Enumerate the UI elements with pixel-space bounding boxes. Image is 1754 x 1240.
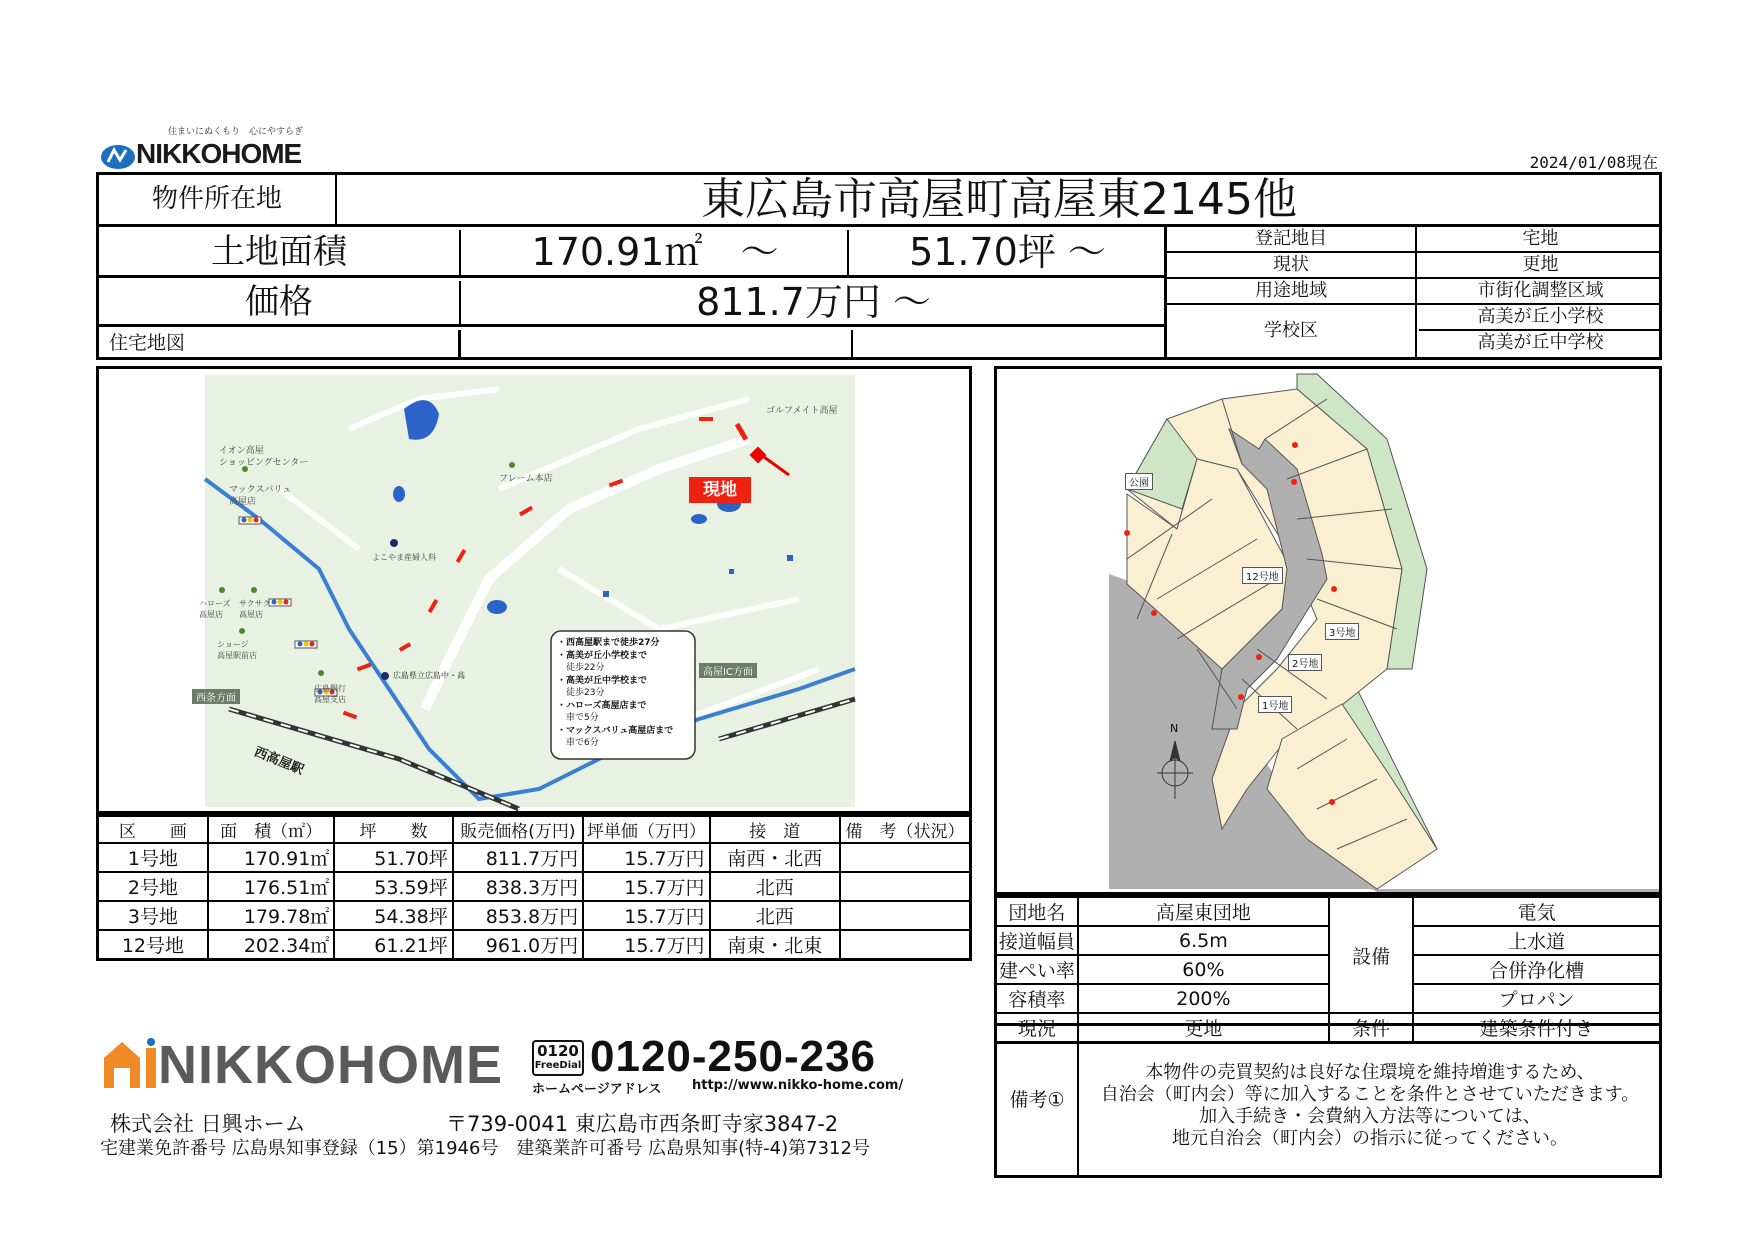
detail-val-youto: 市街化調整区域 [1477, 280, 1604, 301]
lot-table [96, 814, 972, 961]
lot2-label: 2号地 [1288, 654, 1322, 671]
homepage-url: http://www.nikko-home.com/ [692, 1078, 904, 1093]
facility-item: 上水道 [1413, 926, 1660, 955]
north-label: N [1170, 722, 1179, 735]
lot-area: 202.34㎡ [208, 930, 334, 960]
map-label-frame: フレーム本店 [499, 474, 553, 484]
school-label: 学校区 [1167, 305, 1417, 357]
column-header: 接 道 [710, 816, 840, 844]
location-value: 東広島市高屋町高屋東2145他 [701, 174, 1297, 225]
lot12-label: 12号地 [1242, 567, 1283, 584]
map-label-golf: ゴルフメイト高屋 [766, 406, 838, 416]
table-row [98, 872, 971, 901]
lot-remarks [840, 843, 971, 872]
area-m2: 170.91㎡ ～ [463, 230, 849, 275]
lot-area: 179.78㎡ [208, 901, 334, 930]
complex-value: 高屋東団地 [1078, 897, 1329, 927]
lot-price: 838.3万円 [453, 872, 583, 901]
lot-remarks [840, 901, 971, 930]
map-label-school: 広島県立広島中・高 [393, 671, 465, 680]
status-label: 現況 [996, 1013, 1078, 1043]
school-elementary: 高美が丘小学校 [1419, 305, 1662, 331]
tagline: 住まいにぬくもり 心にやすらぎ [168, 127, 304, 137]
remarks-line: 地元自治会（町内会）の指示に従ってください。 [1172, 1128, 1568, 1149]
lot-unit-price: 15.7万円 [583, 843, 709, 872]
lot-name: 12号地 [98, 930, 208, 960]
footer-logo-text: NIKKOHOME [158, 1035, 503, 1095]
lot-road: 南西・北西 [710, 843, 840, 872]
remarks-box [994, 1023, 1662, 1178]
table-row [98, 930, 971, 960]
hp-label: ホームページアドレス [532, 1082, 662, 1097]
road-width-value: 6.5m [1078, 926, 1329, 955]
complex-label: 団地名 [996, 897, 1078, 927]
note-line: 徒歩23分 [557, 688, 605, 698]
lot-tsubo: 51.70坪 [334, 843, 452, 872]
note-line: ・マックスバリュ高屋店まで [557, 725, 674, 736]
map-label-shoji: ショージ 高屋駅前店 [217, 640, 257, 660]
bcr-value: 60% [1078, 955, 1329, 984]
map-label-aeon: イオン高屋 ショッピングセンター [219, 446, 309, 468]
lot-road: 南東・北東 [710, 930, 840, 960]
area-map-panel [96, 366, 972, 814]
property-header [96, 172, 1662, 360]
map-label-station: 西高屋駅 [251, 744, 306, 779]
lot-remarks [840, 930, 971, 960]
column-header: 坪単価（万円） [583, 816, 709, 844]
condition-value: 建築条件付き [1413, 1013, 1660, 1043]
access-notes [557, 637, 673, 750]
map-label: 住宅地図 [99, 330, 461, 357]
note-line: ・ハローズ高屋店まで [557, 700, 647, 711]
note-line: ・高美が丘小学校まで [557, 650, 648, 661]
area-label: 土地面積 [99, 230, 461, 275]
column-header: 坪 数 [334, 816, 452, 844]
lot-road: 北西 [710, 872, 840, 901]
area-tsubo: 51.70坪 ～ [909, 230, 1106, 274]
site-plan-panel [994, 366, 1662, 895]
lot-price: 853.8万円 [453, 901, 583, 930]
far-label: 容積率 [996, 984, 1078, 1013]
detail-val-chimoku: 宅地 [1522, 228, 1559, 249]
column-header: 区 画 [98, 816, 208, 844]
school-junior: 高美が丘中学校 [1477, 332, 1604, 353]
column-header: 販売価格(万円) [453, 816, 583, 844]
facilities-label: 設備 [1329, 897, 1413, 1014]
remarks-text [1081, 1062, 1659, 1150]
lot-name: 3号地 [98, 901, 208, 930]
map-label-bank: 広島銀行 高屋支店 [314, 684, 346, 704]
lot-unit-price: 15.7万円 [583, 872, 709, 901]
table-row [98, 901, 971, 930]
note-line: 車で6分 [557, 738, 599, 748]
road-width-label: 接道幅員 [996, 926, 1078, 955]
price-label: 価格 [99, 281, 461, 324]
map-label-site: 現地 [689, 477, 751, 503]
lot-price: 811.7万円 [453, 843, 583, 872]
freedial-label: FreeDial [534, 1060, 582, 1071]
detail-key-genjo: 現状 [1167, 253, 1417, 277]
logo-mark-icon [100, 142, 140, 172]
bcr-label: 建ぺい率 [996, 955, 1078, 984]
license-info: 宅建業免許番号 広島県知事登録（15）第1946号 建築業許可番号 広島県知事(特-4)第7312号 [100, 1138, 870, 1159]
detail-key-youto: 用途地域 [1167, 279, 1417, 303]
lot-area: 176.51㎡ [208, 872, 334, 901]
info-table [994, 895, 1662, 1044]
park-label: 公園 [1125, 473, 1153, 490]
lot-tsubo: 53.59坪 [334, 872, 452, 901]
remarks-label: 備考① [997, 1026, 1079, 1175]
condition-label: 条件 [1329, 1013, 1413, 1043]
freedial-badge [532, 1040, 584, 1076]
lot-remarks [840, 872, 971, 901]
facility-item: プロパン [1413, 984, 1660, 1013]
map-label-yokoyama: よこやま産婦人科 [372, 553, 436, 562]
company-name: 株式会社 日興ホーム [110, 1112, 306, 1136]
freedial-number: 0120 [537, 1042, 579, 1060]
column-header: 面 積（㎡） [208, 816, 334, 844]
as-of-date: 2024/01/08現在 [1529, 153, 1658, 172]
map-label-halo: ハローズ 高屋店 [199, 599, 231, 619]
lot-unit-price: 15.7万円 [583, 901, 709, 930]
table-row [98, 843, 971, 872]
lot-tsubo: 54.38坪 [334, 901, 452, 930]
map-label-sakusaku: サクサク 高屋店 [239, 599, 271, 619]
note-line: 徒歩22分 [557, 663, 605, 673]
lot3-label: 3号地 [1325, 623, 1359, 640]
company-address: 〒739-0041 東広島市西条町寺家3847-2 [446, 1112, 839, 1136]
remarks-line: 加入手続き・会費納入方法等については、 [1199, 1106, 1541, 1127]
map-label-saijo: 西条方面 [192, 689, 240, 704]
remarks-line: 自治会（町内会）等に加入することを条件とさせていただきます。 [1100, 1084, 1640, 1105]
area-map [99, 369, 969, 811]
far-value: 200% [1078, 984, 1329, 1013]
location-label: 物件所在地 [99, 175, 337, 224]
lot-price: 961.0万円 [453, 930, 583, 960]
lot-tsubo: 61.21坪 [334, 930, 452, 960]
lot-road: 北西 [710, 901, 840, 930]
lot-name: 1号地 [98, 843, 208, 872]
detail-key-chimoku: 登記地目 [1167, 227, 1417, 251]
logo-text: NIKKOHOME [136, 138, 302, 169]
lot-name: 2号地 [98, 872, 208, 901]
status-value: 更地 [1078, 1013, 1329, 1043]
phone-number: 0120-250-236 [590, 1032, 877, 1081]
note-line: 車で5分 [557, 713, 599, 723]
map-label-ic: 高屋IC方面 [699, 663, 757, 678]
map-label-max: マックスバリュ 高屋店 [229, 485, 292, 507]
detail-val-genjo: 更地 [1522, 254, 1559, 275]
remarks-line: 本物件の売買契約は良好な住環境を維持増進するため、 [1145, 1062, 1595, 1083]
lot-unit-price: 15.7万円 [583, 930, 709, 960]
table-header-row [98, 816, 971, 844]
lot1-label: 1号地 [1258, 696, 1292, 713]
column-header: 備 考（状況） [840, 816, 971, 844]
lot-area: 170.91㎡ [208, 843, 334, 872]
note-line: ・西高屋駅まで徒歩27分 [557, 638, 660, 648]
price-value: 811.7万円 ～ [696, 280, 931, 324]
facility-item: 電気 [1413, 897, 1660, 927]
note-line: ・高美が丘中学校まで [557, 675, 648, 686]
facility-item: 合併浄化槽 [1413, 955, 1660, 984]
